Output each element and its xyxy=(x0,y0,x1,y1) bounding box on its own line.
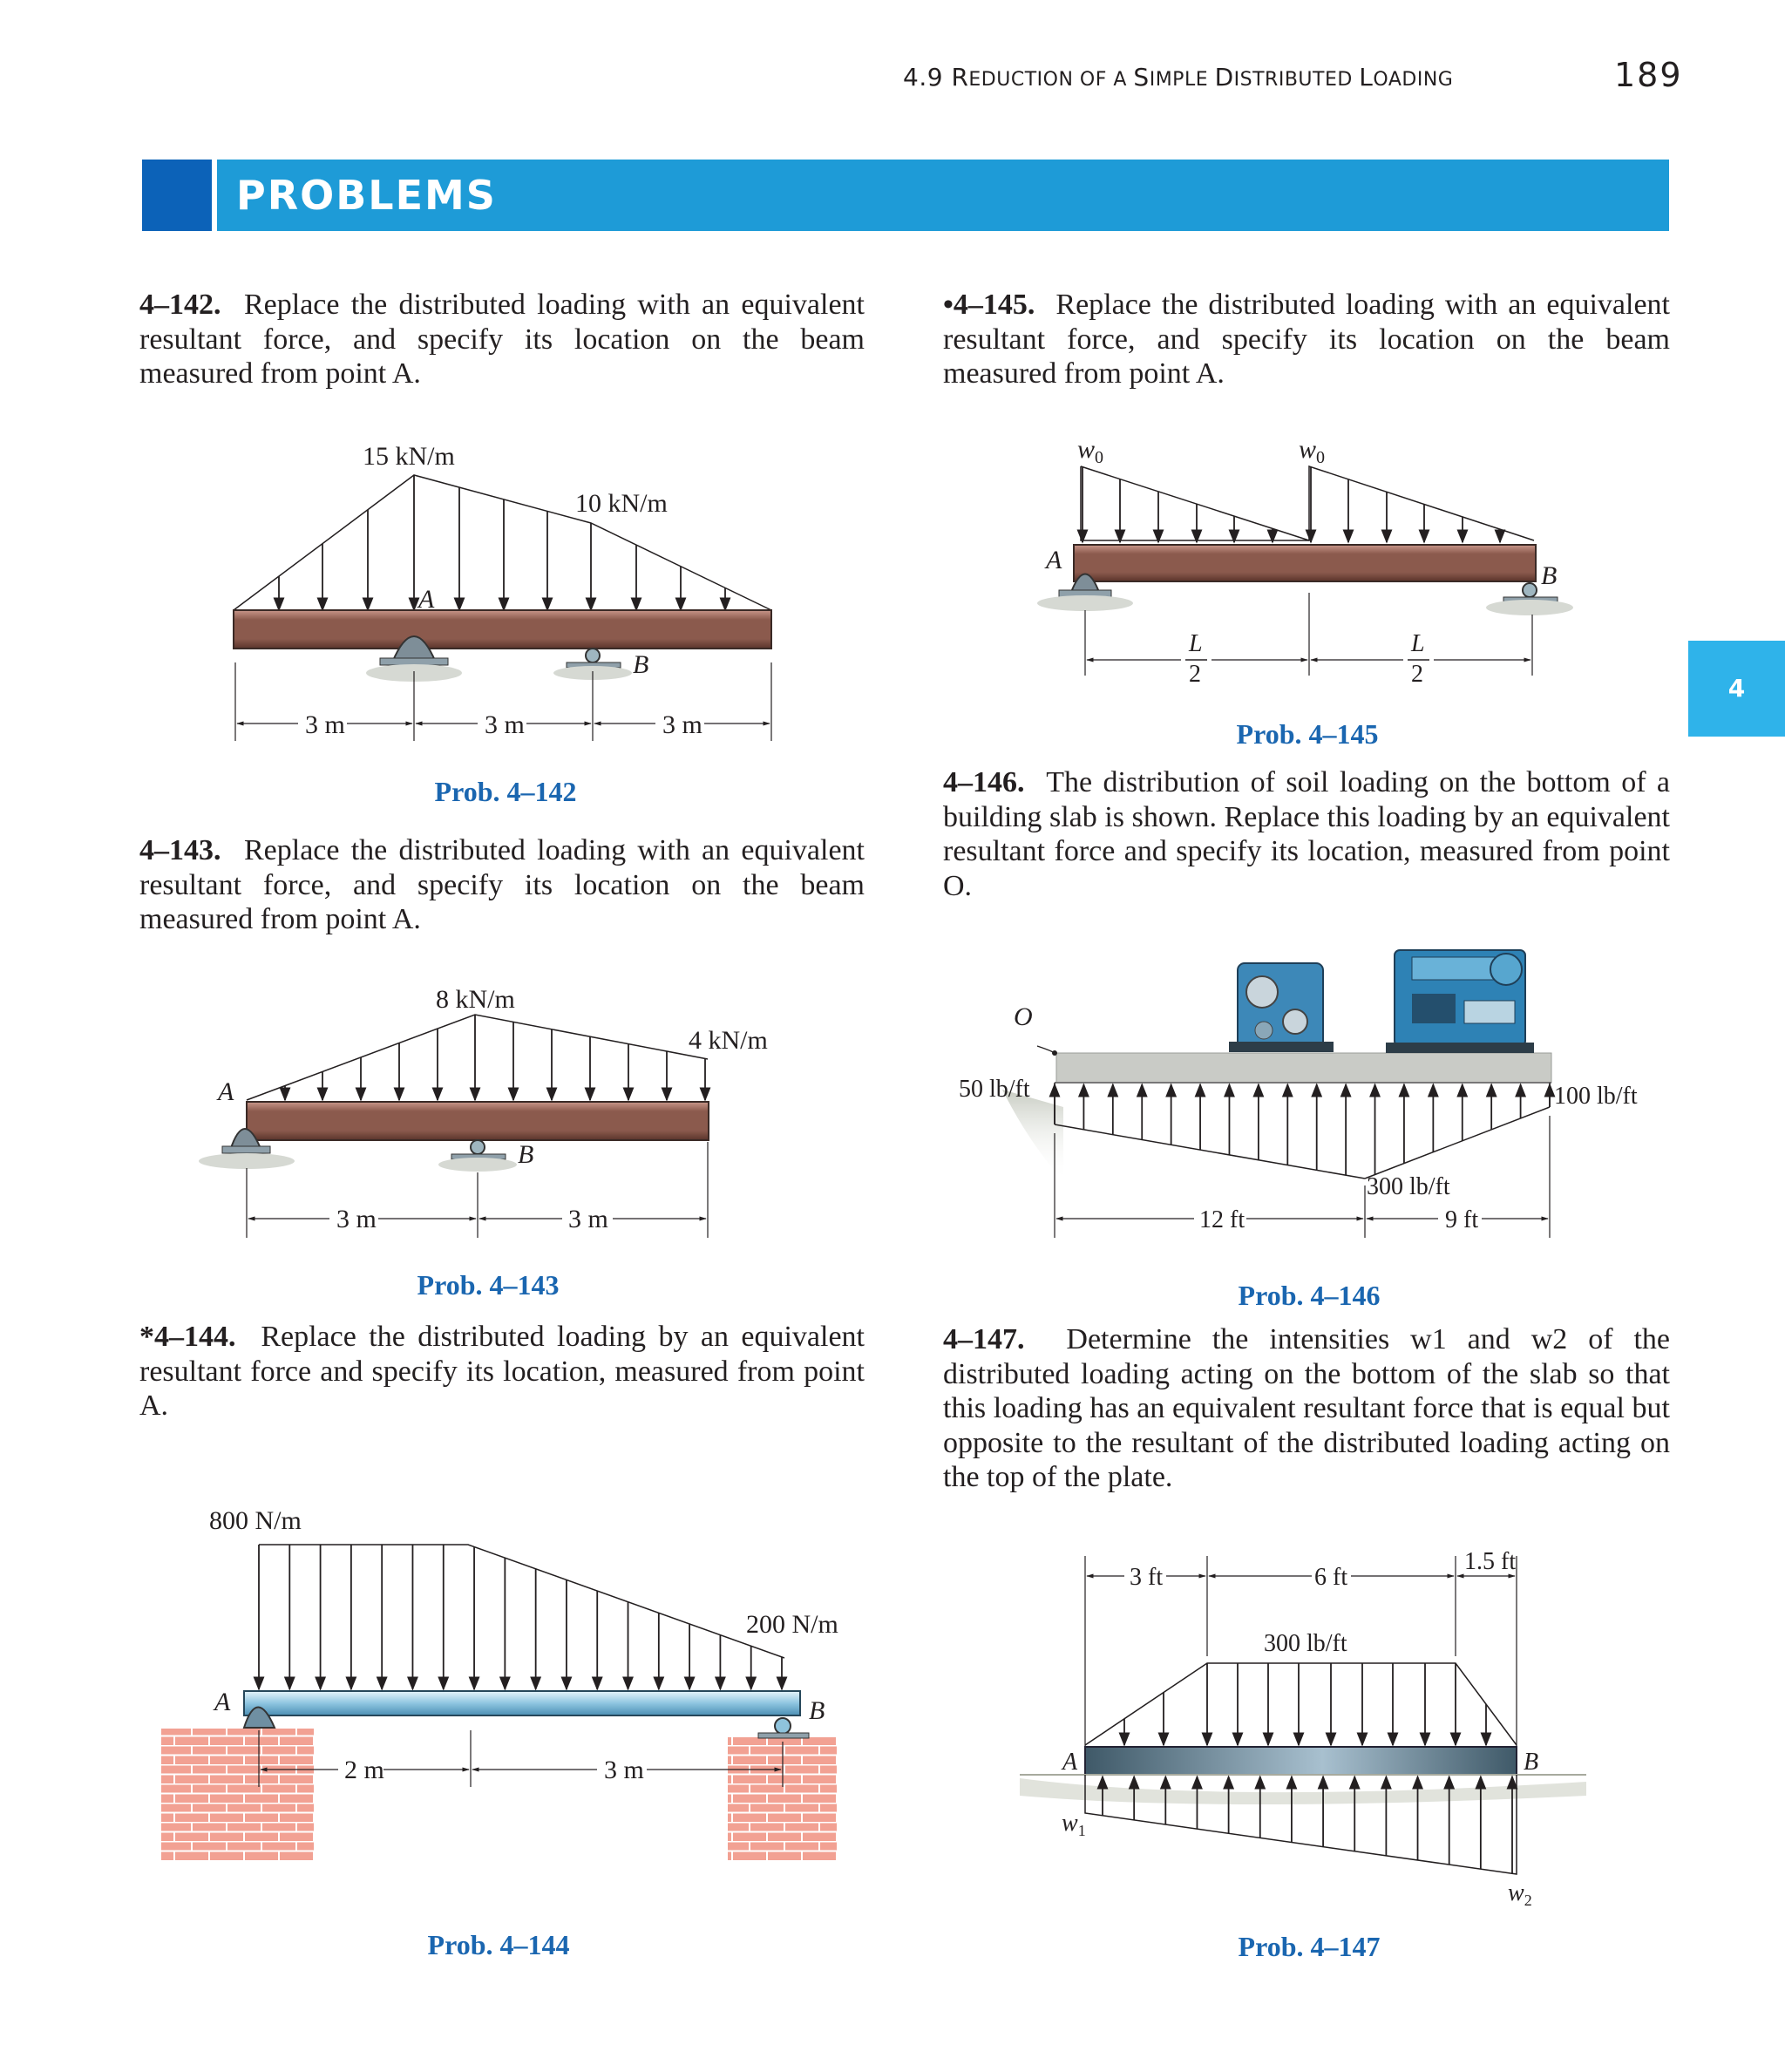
load-arrows-top xyxy=(1124,1663,1486,1745)
brick-wall-left xyxy=(161,1729,314,1861)
problem-text: Replace the distributed loading with an equivalent resultant force, and specify its location on the beam measured from point A. xyxy=(139,289,865,390)
label-10kn: 10 kN/m xyxy=(575,489,668,518)
label-a: A xyxy=(1062,1749,1078,1776)
figure-4-144 xyxy=(161,1506,838,1861)
label-100: 100 lb/ft xyxy=(1554,1083,1638,1110)
caption-4-145: Prob. 4–145 xyxy=(1236,718,1379,750)
section-title-cap-3: D xyxy=(1214,63,1234,92)
dim-3: 1.5 ft xyxy=(1464,1548,1517,1575)
caption-4-146: Prob. 4–146 xyxy=(1238,1280,1381,1311)
dim-2: 9 ft xyxy=(1445,1206,1479,1233)
label-a: A xyxy=(418,585,435,614)
beam xyxy=(1074,545,1536,581)
problem-number: 4–143. xyxy=(139,834,221,866)
caption-4-142: Prob. 4–142 xyxy=(434,776,577,807)
problem-text: Determine the intensities w1 and w2 of the distributed loading acting on the bottom of the slab so that this loading has an equivalent resultant force that is equal but opposite to the resultant of the distributed loading acting on the top of the plate. xyxy=(943,1323,1670,1493)
figure-4-143 xyxy=(199,985,768,1238)
figure-4-147 xyxy=(1020,1548,1586,1909)
problem-number: 4–142. xyxy=(139,289,221,321)
label-a: A xyxy=(218,1077,234,1106)
section-title-rest-1: EDUCTION OF A xyxy=(968,69,1134,91)
ground-a xyxy=(1037,595,1133,611)
dim-2: 6 ft xyxy=(1314,1564,1348,1591)
dim-1: 3 m xyxy=(305,710,345,739)
section-title-rest-4: OADING xyxy=(1373,69,1454,91)
ground-a xyxy=(199,1153,295,1169)
label-15kn: 15 kN/m xyxy=(363,442,455,471)
load-arrows xyxy=(259,1545,782,1689)
dim-num-2: L xyxy=(1411,630,1425,657)
roller-base xyxy=(758,1733,809,1738)
load-outline xyxy=(1081,466,1534,540)
roller-b xyxy=(775,1718,791,1734)
label-b: B xyxy=(518,1140,534,1169)
roller-b xyxy=(1523,583,1537,597)
ground xyxy=(1020,1778,1586,1804)
roller-b xyxy=(471,1140,485,1154)
label-a: A xyxy=(214,1688,231,1716)
load-outline xyxy=(1055,1124,1365,1179)
label-4kn: 4 kN/m xyxy=(689,1026,768,1055)
label-8kn: 8 kN/m xyxy=(436,985,515,1014)
label-o: O xyxy=(1014,1002,1033,1031)
label-w0-right: $w_0$ xyxy=(1299,435,1326,467)
problem-text: Replace the distributed loading by an equivalent resultant force and specify its location, measured from point A. xyxy=(139,1321,865,1422)
dim-1: 3 ft xyxy=(1130,1564,1164,1591)
label-b: B xyxy=(1541,561,1558,590)
caption-4-147: Prob. 4–147 xyxy=(1238,1931,1381,1962)
figure-4-142 xyxy=(234,442,771,741)
label-w2: $w_2$ xyxy=(1508,1879,1532,1909)
pin-base xyxy=(380,658,448,665)
engine-2 xyxy=(1386,950,1534,1053)
dim-1: 12 ft xyxy=(1199,1206,1245,1233)
load-outline-top xyxy=(1085,1663,1517,1745)
label-300: 300 lb/ft xyxy=(1367,1173,1450,1200)
section-title-cap-4: L xyxy=(1359,63,1374,92)
caption-4-144: Prob. 4–144 xyxy=(427,1929,570,1960)
caption-4-143: Prob. 4–143 xyxy=(417,1269,560,1301)
ground-b xyxy=(438,1158,517,1172)
roller-b xyxy=(586,649,600,662)
dim-3: 3 m xyxy=(662,710,702,739)
dim-2: 3 m xyxy=(485,710,525,739)
section-title-rest-3: ISTRIBUTED xyxy=(1233,69,1360,91)
label-b: B xyxy=(1524,1749,1539,1776)
dim-den-2: 2 xyxy=(1411,661,1423,688)
banner-title: PROBLEMS xyxy=(236,172,497,219)
beam xyxy=(244,1691,800,1715)
pin-base xyxy=(222,1146,270,1153)
problem-text: Replace the distributed loading with an equivalent resultant force, and specify its location on the beam measured from point A. xyxy=(943,289,1670,390)
label-w0-left: $w_0$ xyxy=(1077,435,1104,467)
beam xyxy=(234,610,771,649)
page-number: 189 xyxy=(1614,56,1683,94)
label-b: B xyxy=(633,650,649,679)
load-arrows xyxy=(285,1015,705,1100)
dim-2: 3 m xyxy=(604,1756,644,1784)
load-arrows xyxy=(1055,1084,1550,1175)
building-slab xyxy=(1056,1053,1551,1083)
load-outline xyxy=(259,1545,784,1658)
label-a: A xyxy=(1046,546,1062,574)
label-b: B xyxy=(809,1696,825,1725)
problem-number: 4–147. xyxy=(943,1323,1025,1355)
load-outline xyxy=(247,1015,708,1100)
label-800: 800 N/m xyxy=(209,1506,302,1535)
load-outline xyxy=(234,475,771,610)
label-50: 50 lb/ft xyxy=(959,1076,1030,1103)
section-title-cap-2: S xyxy=(1133,63,1150,92)
engine-1 xyxy=(1229,963,1334,1052)
section-title-rest-2: IMPLE xyxy=(1149,69,1215,91)
beam xyxy=(247,1102,709,1140)
ground-b xyxy=(1486,600,1573,615)
problem-number: 4–146. xyxy=(943,766,1025,798)
dim-2: 3 m xyxy=(568,1205,608,1233)
section-title-cap-1: R xyxy=(951,63,969,92)
problem-text: The distribution of soil loading on the bottom of a building slab is shown. Replace this loading by an equivalent resultant force and specify its location, measured from point O. xyxy=(943,766,1670,902)
figure-4-146 xyxy=(959,950,1638,1238)
dim-num-1: L xyxy=(1189,630,1203,657)
section-prefix: 4.9 xyxy=(903,63,952,92)
dim-den-1: 2 xyxy=(1189,661,1201,688)
figure-4-145 xyxy=(1037,435,1573,688)
dim-1: 3 m xyxy=(336,1205,377,1233)
chapter-tab[interactable]: 4 xyxy=(1688,641,1785,737)
load-arrows xyxy=(1083,467,1500,542)
label-w1: $w_1$ xyxy=(1062,1810,1086,1839)
dim-1: 2 m xyxy=(344,1756,384,1784)
label-300: 300 lb/ft xyxy=(1264,1630,1347,1657)
problem-number: *4–144. xyxy=(139,1321,236,1353)
label-200: 200 N/m xyxy=(746,1610,838,1639)
problem-number: •4–145. xyxy=(943,289,1035,321)
plate xyxy=(1085,1747,1517,1775)
problem-text: Replace the distributed loading with an equivalent resultant force, and specify its location on the beam measured from point A. xyxy=(139,834,865,935)
